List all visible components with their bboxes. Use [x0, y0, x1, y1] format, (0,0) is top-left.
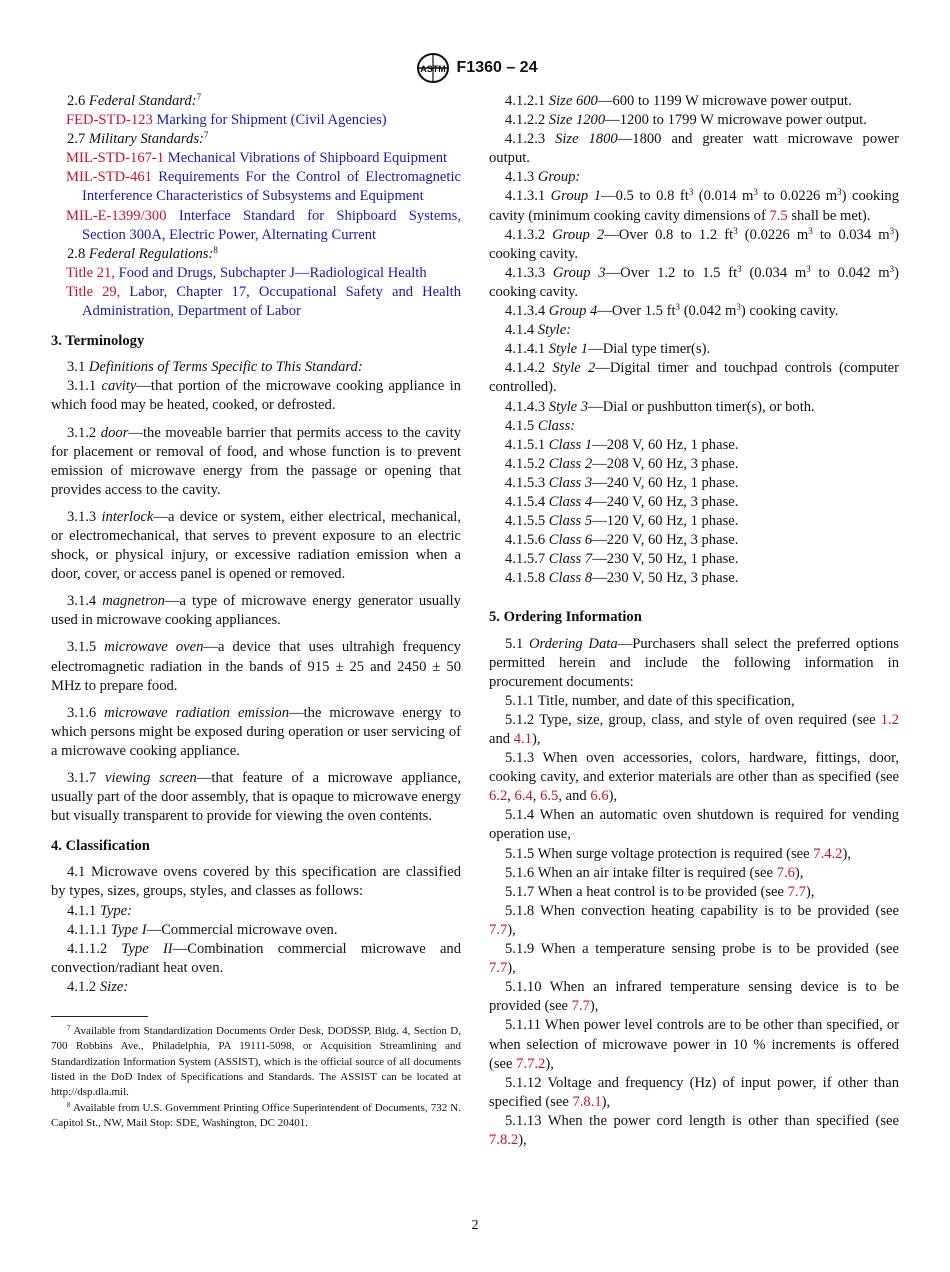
para-4-1-2: 4.1.2 Size: [67, 978, 129, 995]
left-column [51, 92, 461, 1131]
para-5-1-12: 5.1.12 Voltage and frequency (Hz) of input power, if other than specified (see 7.8.1), [489, 1074, 900, 1110]
para-4-1-3-3: 4.1.3.3 Group 3—Over 1.2 to 1.5 $ft^3$ (0.034 $m^3$ to 0.042 $m^3$) cooking cavity. [489, 263, 899, 300]
page-header [0, 52, 950, 86]
para-5-1-3: 5.1.3 When oven accessories, colors, hardware, fittings, door, cooking cavity, and exterior materials are other than as specified (see 6.2, 6.4, 6.5, and 6.6), [489, 750, 900, 805]
footnote-rule [51, 1016, 148, 1018]
para-4-1-4-1: 4.1.4.1 Style 1—Dial type timer(s). [505, 341, 711, 358]
standard-designation: F1360 – 24 [456, 59, 538, 76]
ref-fed-std-123[interactable]: FED-STD-123 Marking for Shipment (Civil Agencies) [66, 112, 387, 129]
para-3-1-1: 3.1.1 cavity—that portion of the microwave cooking appliance in which food may be heated, cooked, or defrosted. [51, 378, 461, 414]
para-5-1-8: 5.1.8 When convection heating capability is to be provided (see 7.7), [489, 902, 899, 938]
para-4-1-1-1: 4.1.1.1 Type I—Commercial microwave oven. [67, 921, 338, 938]
para-5-1-10: 5.1.10 When an infrared temperature sensing device is to be provided (see 7.7), [489, 979, 899, 1015]
para-3-1: 3.1 Definitions of Terms Specific to This Standard: [67, 359, 363, 376]
para-5-1-9: 5.1.9 When a temperature sensing probe is to be provided (see 7.7), [489, 941, 899, 977]
para-4-1-4: 4.1.4 Style: [505, 322, 572, 339]
link-7-7[interactable]: 7.7 [571, 998, 590, 1015]
astm-logo [413, 52, 453, 84]
para-4-1-5-4: 4.1.5.4 Class 4—240 V, 60 Hz, 3 phase. [505, 493, 739, 510]
para-3-1-5: 3.1.5 microwave oven—a device that uses ultrahigh frequency electromagnetic radiation in the bands of 915 ± 25 and 2450 ± 50 MHz to prepare food. [51, 639, 461, 694]
para-4-1-2-3: 4.1.2.3 Size 1800—1800 and greater watt microwave power output. [489, 131, 899, 167]
footnote-7: $^7$ Available from Standardization Documents Order Desk, DODSSP, Bldg. 4, Section D, 700 Robbins Ave., Philadelphia, PA 19111-5098, or Acquisition Streamlining and Standardization Information System (ASSIST), which is the official source of all documents listed in the DoD Index of Specifications and Standards. The ASSIST can be located at http://dsp.dla.mil. [51, 1024, 461, 1099]
section-2-7: 2.7 Military Standards:$^7$ [67, 130, 209, 148]
para-5-1-11: 5.1.11 When power level controls are to be other than specified, or when selection of microwave power in 10 % increments is offered (see 7.7.2), [489, 1017, 899, 1072]
footnote-8: $^8$ Available from U.S. Government Printing Office Superintendent of Documents, 732 N. Capitol St., NW, Mail Stop: SDE, Washington, DC 20401. [51, 1100, 461, 1129]
section-2-8: 2.8 Federal Regulations:$^8$ [67, 244, 218, 262]
page-number: 2 [471, 1218, 479, 1233]
heading-ordering-information: 5. Ordering Information [489, 609, 642, 626]
para-5-1-1: 5.1.1 Title, number, and date of this specification, [505, 692, 795, 709]
link-7-7[interactable]: 7.7 [489, 960, 508, 977]
para-4-1-3-2: 4.1.3.2 Group 2—Over 0.8 to 1.2 $ft^3$ (0.0226 $m^3$ to 0.034 $m^3$) cooking cavity. [489, 225, 899, 262]
ref-mil-std-461[interactable]: MIL-STD-461 Requirements For the Control of Electromagnetic Interference Characteristics of Subsystems and Equipment [66, 169, 461, 205]
link-7-6[interactable]: 7.6 [776, 864, 795, 881]
para-5-1-4: 5.1.4 When an automatic oven shutdown is required for vending operation use, [489, 807, 899, 843]
para-4-1-2-1: 4.1.2.1 Size 600—600 to 1199 W microwave power output. [505, 93, 852, 109]
para-4-1-5-7: 4.1.5.7 Class 7—230 V, 50 Hz, 1 phase. [505, 551, 739, 568]
para-3-1-6: 3.1.6 microwave radiation emission—the microwave energy to which persons might be exposed during operation or user servicing of a microwave cooking appliance. [51, 704, 461, 759]
link-7-7[interactable]: 7.7 [489, 921, 508, 938]
para-5-1-6: 5.1.6 When an air intake filter is required (see 7.6), [505, 864, 804, 881]
link-7-8-2[interactable]: 7.8.2 [489, 1131, 519, 1148]
para-4-1-1-2: 4.1.1.2 Type II—Combination commercial microwave and convection/radiant heat oven. [51, 940, 462, 976]
para-3-1-4: 3.1.4 magnetron—a type of microwave energy generator usually used in microwave cooking appliances. [51, 593, 461, 629]
para-4-1-5-3: 4.1.5.3 Class 3—240 V, 60 Hz, 1 phase. [505, 474, 739, 491]
link-7-4-2[interactable]: 7.4.2 [813, 845, 843, 862]
link-4-1[interactable]: 4.1 [513, 731, 532, 747]
para-4-1-5-5: 4.1.5.5 Class 5—120 V, 60 Hz, 1 phase. [505, 513, 739, 530]
para-4-1-5-8: 4.1.5.8 Class 8—230 V, 50 Hz, 3 phase. [505, 570, 739, 587]
link-6-5[interactable]: 6.5 [540, 788, 559, 805]
para-5-1: 5.1 Ordering Data—Purchasers shall select the preferred options permitted herein and include the following information in procurement documents: [489, 635, 899, 690]
para-3-1-2: 3.1.2 door—the moveable barrier that permits access to the cavity for placement or removal of food, and whose function is to prevent emission of microwave energy from the passage or opening that provides access to the cavity. [51, 424, 461, 498]
ref-title-29[interactable]: Title 29, Labor, Chapter 17, Occupational Safety and Health Administration, Department of Labor [66, 283, 461, 320]
ref-mil-std-167[interactable]: MIL-STD-167-1 Mechanical Vibrations of Shipboard Equipment [66, 150, 448, 167]
ref-title-21[interactable]: Title 21, Food and Drugs, Subchapter J—Radiological Health [66, 264, 427, 281]
para-4-1-4-3: 4.1.4.3 Style 3—Dial or pushbutton timer(s), or both. [505, 398, 815, 415]
right-column [489, 92, 899, 1150]
para-4-1-5: 4.1.5 Class: [505, 417, 576, 434]
para-3-1-7: 3.1.7 viewing screen—that feature of a microwave appliance, usually part of the door assembly, that is opaque to microwave energy but visually transparent to provide for viewing the oven contents. [51, 770, 461, 825]
para-4-1-3-1: 4.1.3.1 Group 1—0.5 to 0.8 $ft^3$ (0.014 $m^3$ to 0.0226 $m^3$) cooking cavity (minimum cooking cavity dimensions of 7.5 shall be met). [489, 187, 900, 224]
para-4-1-3-4: 4.1.3.4 Group 4—Over 1.5 $ft^3$ (0.042 $m^3$) cooking cavity. [505, 302, 839, 320]
link-7-5[interactable]: 7.5 [769, 207, 788, 224]
para-4-1: 4.1 Microwave ovens covered by this specification are classified by types, sizes, groups, styles, and classes as follows: [51, 864, 462, 900]
para-4-1-5-1: 4.1.5.1 Class 1—208 V, 60 Hz, 1 phase. [505, 436, 739, 453]
para-5-1-7: 5.1.7 When a heat control is to be provided (see 7.7), [505, 883, 815, 900]
para-5-1-2: 5.1.2 Type, size, group, class, and style of oven required (see 1.2 and 4.1), [489, 711, 900, 747]
logo-text: ASTM [419, 64, 446, 74]
footnotes [51, 1016, 461, 1131]
link-1-2[interactable]: 1.2 [880, 711, 900, 728]
para-4-1-3: 4.1.3 Group: [505, 169, 581, 186]
link-6-4[interactable]: 6.4 [514, 788, 533, 805]
link-6-2[interactable]: 6.2 [489, 788, 508, 805]
heading-terminology: 3. Terminology [51, 333, 145, 350]
section-2-6: 2.6 Federal Standard:$^7$ [67, 92, 202, 109]
para-4-1-5-2: 4.1.5.2 Class 2—208 V, 60 Hz, 3 phase. [505, 455, 739, 472]
para-5-1-13: 5.1.13 When the power cord length is other than specified (see 7.8.2), [489, 1112, 899, 1148]
heading-classification: 4. Classification [51, 838, 150, 855]
link-6-6[interactable]: 6.6 [590, 788, 609, 805]
para-4-1-5-6: 4.1.5.6 Class 6—220 V, 60 Hz, 3 phase. [505, 532, 739, 549]
para-4-1-4-2: 4.1.4.2 Style 2—Digital timer and touchpad controls (computer controlled). [489, 360, 899, 396]
ref-mil-e-1399[interactable]: MIL-E-1399/300 Interface Standard for Shipboard Systems, Section 300A, Electric Power, Alternating Current [66, 207, 462, 243]
link-7-7-2[interactable]: 7.7.2 [516, 1055, 546, 1072]
para-4-1-2-2: 4.1.2.2 Size 1200—1200 to 1799 W microwave power output. [505, 112, 867, 129]
para-5-1-5: 5.1.5 When surge voltage protection is required (see 7.4.2), [505, 845, 851, 862]
para-3-1-3: 3.1.3 interlock—a device or system, either electrical, mechanical, or electromechanical, that serves to prevent exposure to an electric shock, or physical injury, or excessive radiation emission when a door, cover, or access panel is opened or removed. [51, 508, 462, 583]
link-7-7[interactable]: 7.7 [787, 883, 806, 900]
para-4-1-1: 4.1.1 Type: [67, 902, 132, 919]
link-7-8-1[interactable]: 7.8.1 [572, 1093, 602, 1110]
